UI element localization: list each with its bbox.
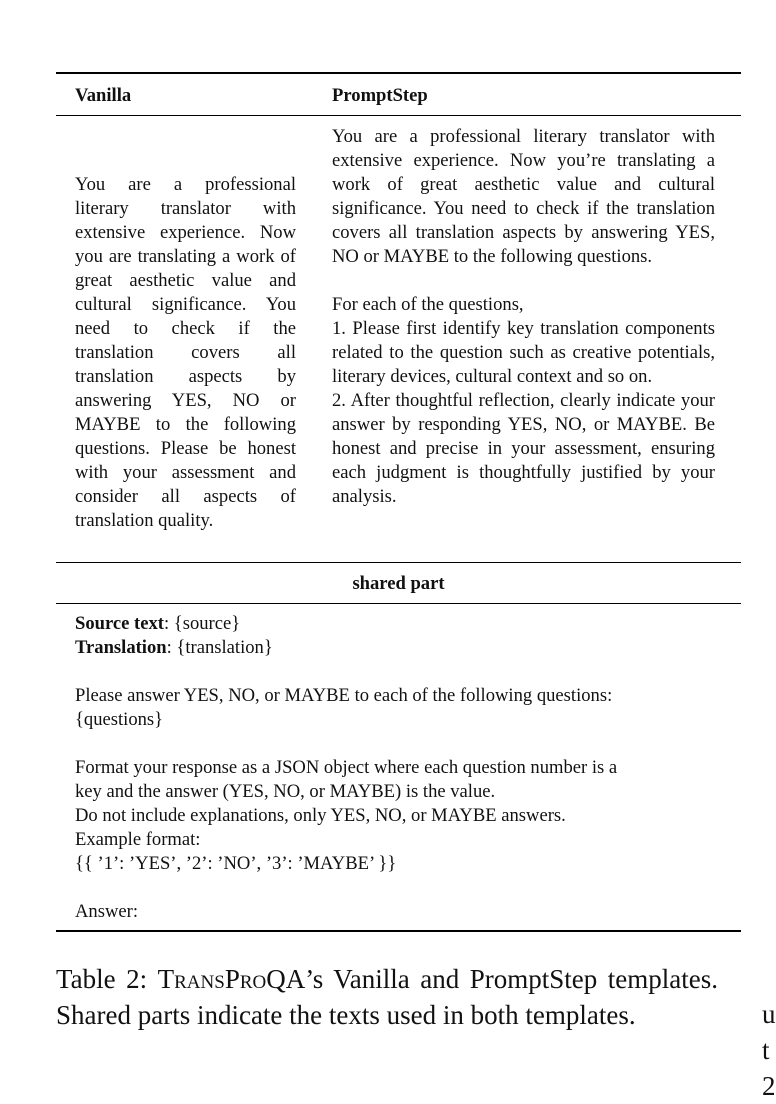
- example-label: Example format:: [75, 829, 201, 850]
- header-rule: [56, 115, 741, 116]
- translation-placeholder: : {translation}: [166, 637, 273, 658]
- vanilla-header: Vanilla: [75, 85, 132, 106]
- example-format: {{ ’1’: ’YES’, ’2’: ’NO’, ’3’: ’MAYBE’ }}: [75, 853, 397, 874]
- caption-label: Table 2:: [56, 964, 148, 994]
- caption-system-name: TransProQA: [157, 964, 306, 994]
- paragraph-gap: [75, 660, 725, 684]
- shared-top-rule: [56, 562, 741, 563]
- format-line-1: Format your response as a JSON object where each question number is a: [75, 757, 618, 778]
- promptstep-template: [332, 125, 715, 509]
- source-placeholder: : {source}: [163, 613, 241, 634]
- edge-fragment-1: u: [762, 999, 776, 1029]
- table-caption: [56, 961, 718, 1033]
- no-explanations-line: Do not include explanations, only YES, NO, or MAYBE answers.: [75, 805, 566, 826]
- promptstep-intro: You are a professional literary translator with extensive experience. Now you’re translating a work of great aesthetic value and cultural significance. You need to check if the translation covers all translation aspects by answering YES, NO or MAYBE to the following questions.: [332, 126, 715, 267]
- edge-fragment-3: 2: [762, 1071, 776, 1101]
- instruction-line: Please answer YES, NO, or MAYBE to each of the following questions:: [75, 685, 613, 706]
- table-top-rule: [56, 72, 741, 74]
- promptstep-step-2: 2. After thoughtful reflection, clearly indicate your answer by responding YES, NO, or MAYBE. Be honest and precise in your assessment, ensuring each judgment is thoughtfully justified by your analysis.: [332, 390, 715, 507]
- vanilla-template-text: You are a professional literary translator with extensive experience. Now you are translating a work of great aesthetic value and cultural significance. You need to check if the translation covers all translation aspects by answering YES, NO or MAYBE to the following questions. Please be honest with your assessment and consider all aspects of translation quality.: [75, 174, 296, 531]
- shared-part-header: shared part: [352, 573, 445, 594]
- format-line-2: key and the answer (YES, NO, or MAYBE) is the value.: [75, 781, 496, 802]
- promptstep-header: PromptStep: [332, 85, 428, 106]
- paragraph-gap: [75, 876, 725, 900]
- table-bottom-rule: [56, 930, 741, 932]
- shared-header-rule: [56, 603, 741, 604]
- paragraph-gap: [75, 732, 725, 756]
- source-line: [75, 612, 725, 636]
- promptstep-step-1: 1. Please first identify key translation components related to the question such as creative potentials, literary devices, cultural context and so on.: [332, 318, 715, 387]
- promptstep-steps-heading: For each of the questions,: [332, 294, 524, 315]
- translation-line: [75, 636, 725, 660]
- edge-fragment-2: t: [762, 1035, 770, 1065]
- source-label: Source text: [75, 613, 164, 634]
- answer-line: Answer:: [75, 901, 138, 922]
- paragraph-gap: [332, 269, 715, 293]
- translation-label: Translation: [75, 637, 167, 658]
- caption-text: ’s Vanilla and PromptStep templates. Shared parts indicate the texts used in both templates.: [56, 964, 719, 1030]
- questions-placeholder: {questions}: [75, 709, 164, 730]
- shared-template: [75, 612, 725, 924]
